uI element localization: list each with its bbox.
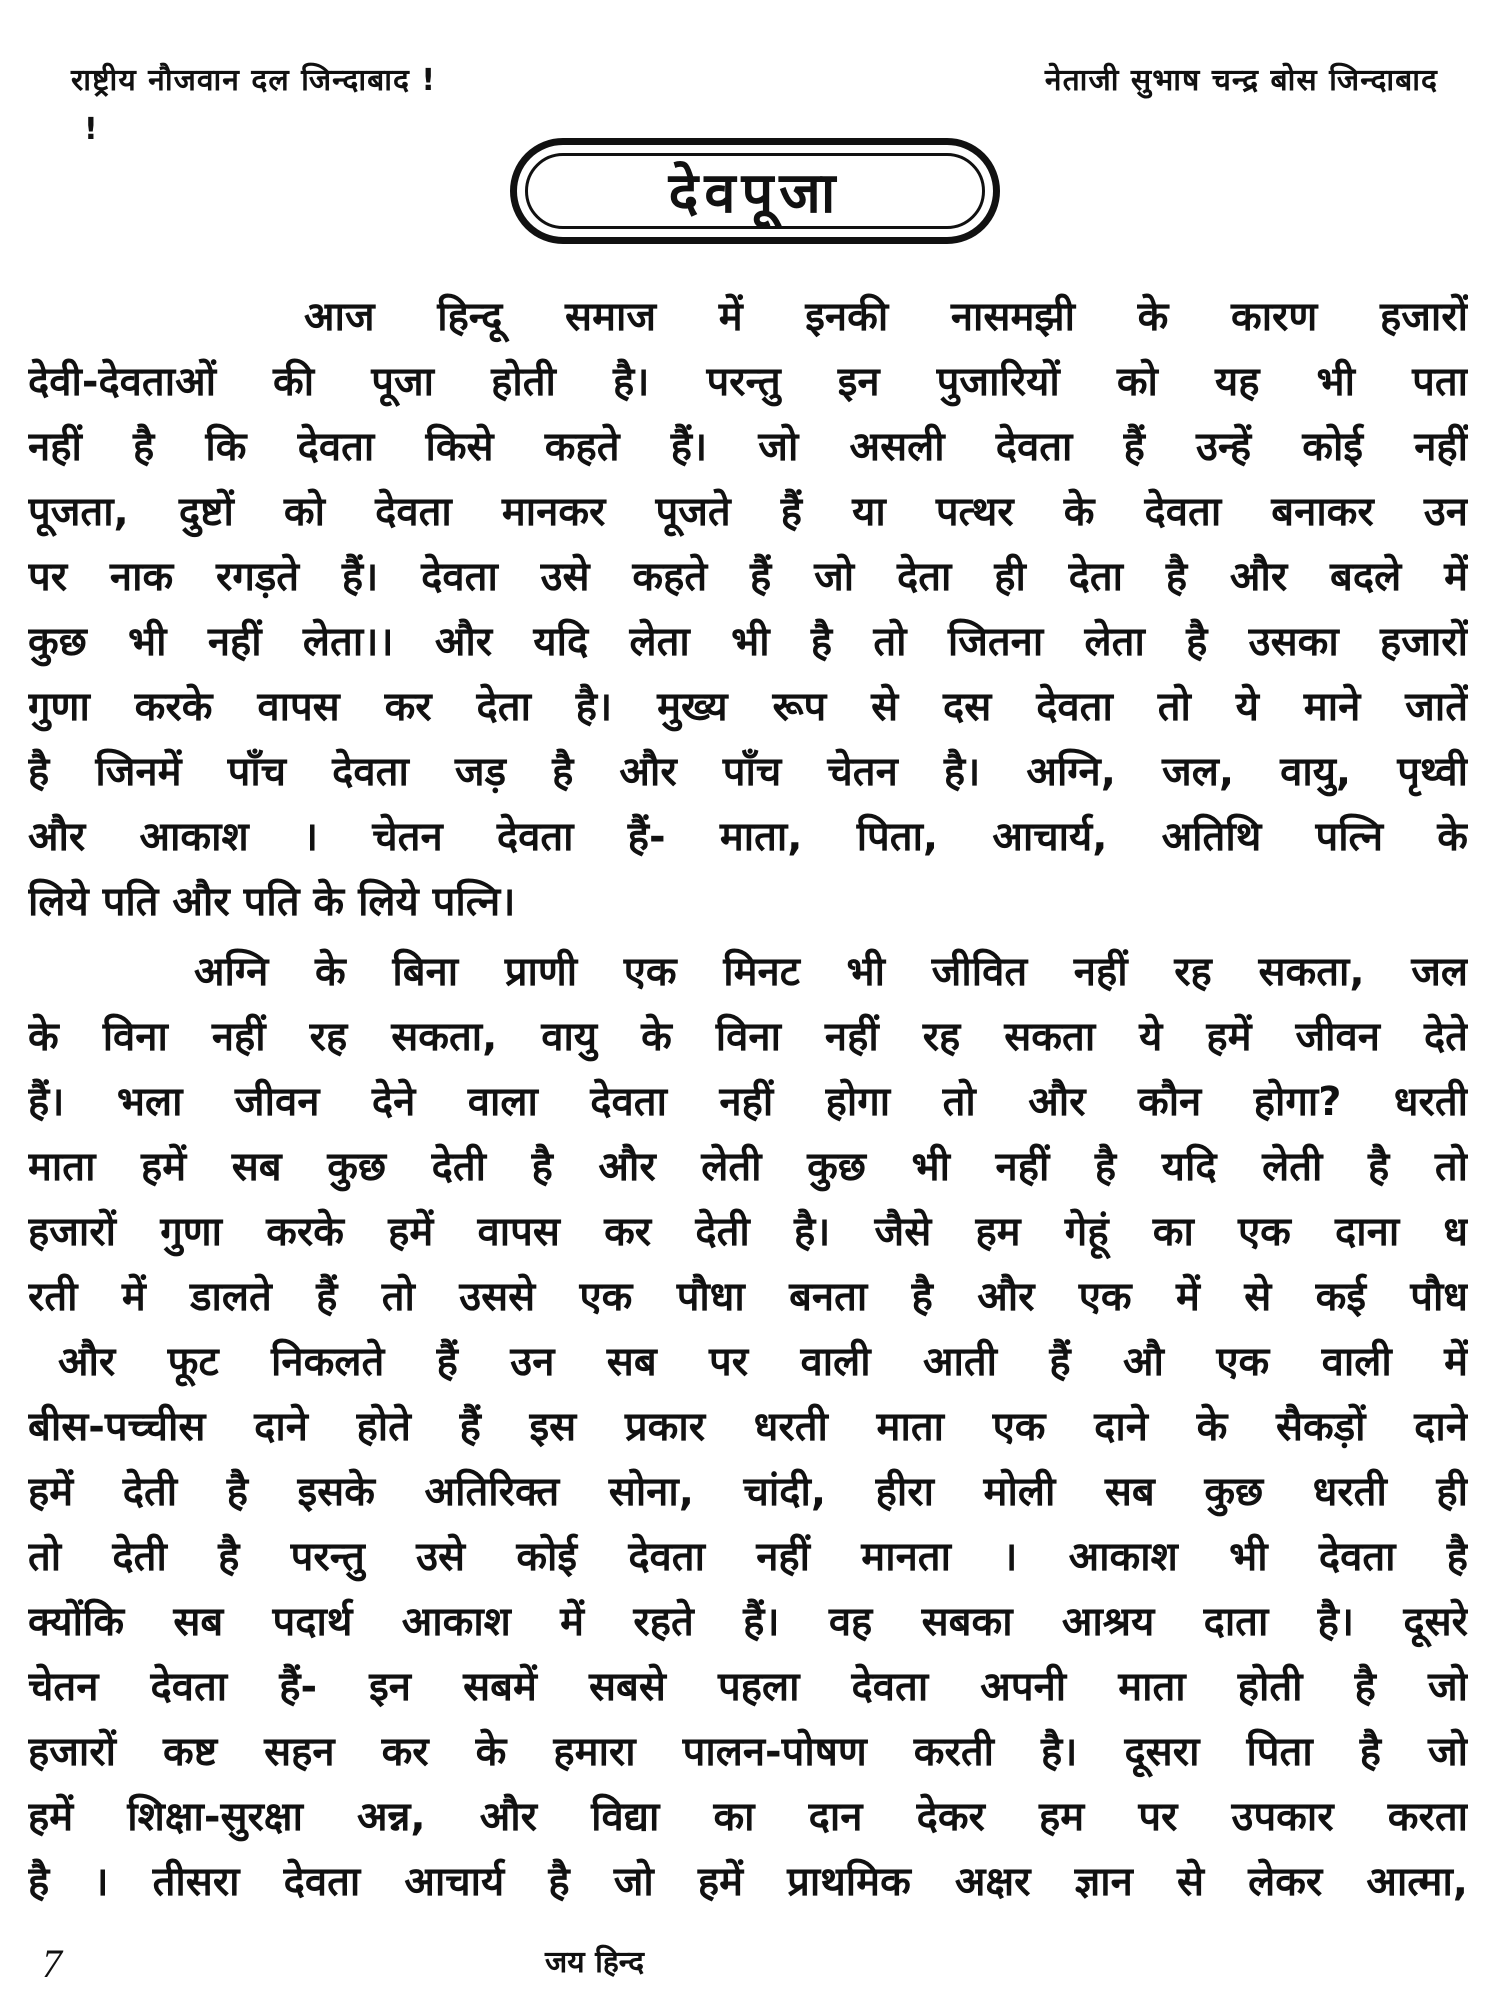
text-line: गुणा करके वापस कर देता है। मुख्य रूप से दस देवता तो ये माने जातें: [28, 684, 1468, 730]
text-line: तो देती है परन्तु उसे कोई देवता नहीं मानता । आकाश भी देवता है: [28, 1534, 1468, 1580]
header-mark: !: [84, 112, 98, 147]
title-frame: [510, 138, 1000, 244]
body-text: [28, 285, 1468, 1915]
text-line: हैं। भला जीवन देने वाला देवता नहीं होगा तो और कौन होगा? धरती: [28, 1079, 1468, 1125]
paragraph: [28, 285, 1468, 935]
text-line: अग्नि के बिना प्राणी एक मिनट भी जीवित नहीं रह सकता, जल: [194, 949, 1468, 995]
text-line: लिये पति और पति के लिये पत्नि।: [28, 879, 516, 925]
text-line: हजारों कष्ट सहन कर के हमारा पालन-पोषण करती है। दूसरा पिता है जो: [28, 1729, 1468, 1775]
text-line: हजारों गुणा करके हमें वापस कर देती है। जैसे हम गेहूं का एक दाना ध: [28, 1209, 1468, 1255]
text-line: और फूट निकलते हैं उन सब पर वाली आती हैं औ एक वाली में: [58, 1339, 1468, 1385]
text-line: पर नाक रगड़ते हैं। देवता उसे कहते हैं जो देता ही देता है और बदले में: [28, 554, 1468, 600]
footer-slogan: जय हिन्द: [545, 1945, 645, 1980]
text-line: है जिनमें पाँच देवता जड़ है और पाँच चेतन है। अग्नि, जल, वायु, पृथ्वी: [28, 749, 1468, 795]
text-line: रती में डालते हैं तो उससे एक पौधा बनता है और एक में से कई पौध: [28, 1274, 1468, 1320]
text-line: क्योंकि सब पदार्थ आकाश में रहते हैं। वह सबका आश्रय दाता है। दूसरे: [28, 1599, 1468, 1645]
text-line: है । तीसरा देवता आचार्य है जो हमें प्राथमिक अक्षर ज्ञान से लेकर आत्मा,: [28, 1859, 1468, 1905]
text-line: के विना नहीं रह सकता, वायु के विना नहीं रह सकता ये हमें जीवन देते: [28, 1014, 1468, 1060]
text-line: चेतन देवता हैं- इन सबमें सबसे पहला देवता अपनी माता होती है जो: [28, 1664, 1468, 1710]
text-line: हमें शिक्षा-सुरक्षा अन्न, और विद्या का दान देकर हम पर उपकार करता: [28, 1794, 1468, 1840]
header-slogan-left: राष्ट्रीय नौजवान दल जिन्दाबाद !: [71, 63, 437, 98]
text-line: हमें देती है इसके अतिरिक्त सोना, चांदी, हीरा मोली सब कुछ धरती ही: [28, 1469, 1468, 1515]
text-line: बीस-पच्चीस दाने होते हैं इस प्रकार धरती माता एक दाने के सैकड़ों दाने: [28, 1404, 1468, 1450]
text-line: कुछ भी नहीं लेता।। और यदि लेता भी है तो जितना लेता है उसका हजारों: [28, 619, 1468, 665]
text-line: और आकाश । चेतन देवता हैं- माता, पिता, आचार्य, अतिथि पत्नि के: [28, 814, 1468, 860]
page-number: 7: [42, 1941, 62, 1986]
text-line: देवी-देवताओं की पूजा होती है। परन्तु इन पुजारियों को यह भी पता: [28, 359, 1468, 405]
text-line: माता हमें सब कुछ देती है और लेती कुछ भी नहीं है यदि लेती है तो: [28, 1144, 1468, 1190]
text-line: पूजता, दुष्टों को देवता मानकर पूजते हैं या पत्थर के देवता बनाकर उन: [28, 489, 1468, 535]
page-title: देवपूजा: [525, 153, 985, 229]
text-line: आज हिन्दू समाज में इनकी नासमझी के कारण हजारों: [304, 294, 1468, 340]
text-line: नहीं है कि देवता किसे कहते हैं। जो असली देवता हैं उन्हें कोई नहीं: [28, 424, 1468, 470]
paragraph: [28, 940, 1468, 1915]
header-slogan-right: नेताजी सुभाष चन्द्र बोस जिन्दाबाद: [1044, 63, 1438, 98]
